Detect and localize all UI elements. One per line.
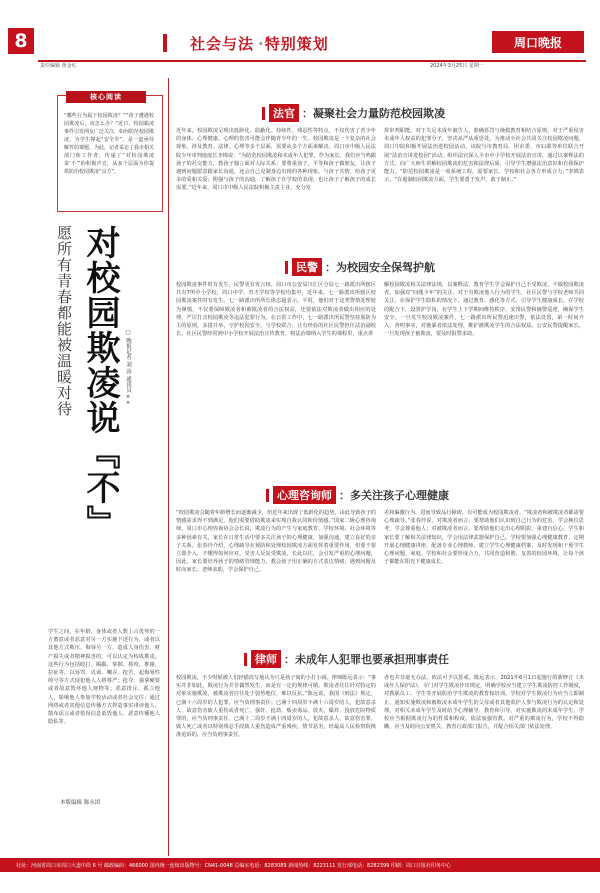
paper-logo: 周口晚报 <box>492 31 584 53</box>
section-judge-label: 法官 <box>269 104 299 122</box>
section-lawyer-header <box>244 651 449 667</box>
section-psych-header <box>266 487 449 503</box>
editor-line: 责任编辑 黄金红 <box>40 63 77 69</box>
page-editor-note: 本版编辑 陈永团 <box>60 800 101 806</box>
section-lawyer-col1: 校园欺凌，不少时候被人们轻描淡写地认为只是孩子间的小打小闹。律师陈远表示：“事实并非如此，欺凌行为并非偶然发生，而是有一定的规律可循。欺凌者往往针对特定的对象实施欺凌，被欺凌者往往处于弱势地位，难以反抗。”陈远说，我国《刑法》规定，已满十六周岁的人犯罪，应当负刑事责任；已满十四周岁不满十六周岁的人，犯故意杀人、故意伤害致人重伤或者死亡、强奸、抢劫、贩卖毒品、放火、爆炸、投放危险物质罪的，应当负刑事责任。已满十二周岁不满十四周岁的人，犯故意杀人、故意伤害罪，致人死亡或者以特别残忍手段致人重伤造成严重残疾，情节恶劣，经最高人民检察院核准追诉的，应当负刑事责任。 <box>176 675 376 739</box>
core-reading-title: 核心阅读 <box>66 91 146 103</box>
section-police-header <box>285 259 435 275</box>
section-police-col1: 校园欺凌事件时有发生，民警更有发言权。周口市公安局川汇区分局七一路派出所辖区共有7所中小学校，周口中学、育才学校等学校均集中，近年来，七一路派出所辖区校园欺凌案件时有发生。七一路派出所所长徐志超表示，平时，他们对于这类警情处理较为谨慎，不仅要保障欺凌者和被欺凌者的合法权益，还要依法对欺凌者做出相应的处理，严厉打击校园欺凌等违法犯罪行为。在日常工作中，七一路派出所民警坚持预防为主的原则，多措并举，守护校园安全。与学校联合，让有经验的社区民警担任法治副校长，社区民警经常到中小学校开展法治宣传教育，将法治课纳入学生的课程里，重点讲 <box>176 282 376 338</box>
subtitle: 愿所有青春都能被温暖对待 <box>55 225 73 417</box>
section-judge-col1: 近年来，校园欺凌呈现出低龄化、隐蔽化、持续性、残忍性等特点，不仅伤害了青少年的身体、心理健康，心理的伤害可能会伴随青少年的一生。校园欺凌是一个复杂的社会现象，涉及教育、法律、心理等多个层面，需要从多个方面来解决。周口市中级人民法院少年审判庭庭长李锦说：“为防范校园欺凌和未成年人犯罪，作为家长，我们应当鸣跟孩子的社交能力，教孩子独立面对人际关系；要尊重孩子，平等和孩子做朋友，让孩子遇到问题愿意跟家长沟通，还会自己克制身边出现的各种现象，与孩子共情，给孩子更多的爱和关爱；附强与孩子的沟通，了解孩子在学校的表现，也让孩子了解孩子的成长需要。”近年来，周口市中级人民法院积极主责主业，充分发 <box>176 128 376 192</box>
section-police-title: ：为校园安全保驾护航 <box>325 261 435 274</box>
section-psych-col2: 差和偏激行为，进而导致品行障碍，有可能成为校园欺凌者。“欺凌者和被欺凌者都需要心理疏导。”张春玲说，对欺凌者而言，要帮助他们认识到自己行为的危害，学会换位思考，学会尊重他人；对被欺凌者而言，要帮助他们走出心理阴影，重建自信心。学生和家长要了解相关法律知识，学会用法律武器保护自己。学校要加强心理健康教育，定期开展心理健康讲座，配备专业心理教师，建立学生心理健康档案，及时发现和干预学生心理问题。家庭、学校和社会要形成合力，共同营造和谐、友善的校园环境，让每个孩子都能在阳光下健康成长。 <box>384 510 584 566</box>
section-police-col2: 解校园欺凌相关法律法规，以案释法，教育学生学会保护自己不受欺凌，不做校园欺凌者。加强对“问题少年”的关注，对于有欺凌他人行为的学生，社区民警与学校老师共同关注，在保护学生隐私的情况下，通过教育、感化等方式，引导学生健康成长。在学校的配合下，设置护学岗，在学生上下学期间维持秩序，安排民警和辅警巡逻，确保学生安全。一旦发生校园欺凌案件，七一路派出所民警迅速出警，依法处置，第一时间介入，查明事实，对施暴者依法处理，维护被欺凌学生的合法权益。公安民警提醒家长，一旦发现孩子被欺凌，要及时报警求助。 <box>384 282 584 338</box>
section-bar <box>163 34 167 52</box>
section-judge-title: ：凝聚社会力量防范校园欺凌 <box>302 107 445 120</box>
date-line: 2024年3月25日 星期一 <box>430 63 484 69</box>
section-judge-col2: 挥审判职能，对于失足未成年被告人，准确惩罚与挽救教育相结合原则，对于严重侵害未成年人权益的犯罪分子，坚决从严从重惩处。为推动全社会共同关注校园欺凌问题，周口中院积极开展法治进校园活动。该院与市教育局、团市委、市妇联等单位联合开展“法治宣讲进校园”活动，组织法官深入全市中小学校开展法治宣讲，通过以案释法的方式，向广大师生讲解校园欺凌的危害和法律后果，引导学生增强法治意识和自我保护能力。“防范校园欺凌是一项系统工程，需要家长、学校和社会各方形成合力，”李锦表示，“在遏制校园欺凌方面，学生要勇于发声、敢于制止。” <box>384 128 584 184</box>
headline: 对校园欺凌说『不』 <box>80 225 120 540</box>
section-judge-header <box>262 105 445 121</box>
section-lawyer-col2: 者也并非毫无办法，依法可予以惩戒。陈远表示，2021年6月1日起施行的新修订《未成年人保护法》，专门对学生欺凌作出规定，明确学校应当建立学生欺凌防控工作制度，对教职员工、学生等开展防治学生欺凌的教育和培训。学校对学生欺凌行为应当立即制止，通知实施欺凌和被欺凌未成年学生的父母或者其他监护人参与欺凌行为的认定和处理。对相关未成年学生及时给予心理辅导、教育和引导。对实施欺凌的未成年学生，学校应当根据欺凌行为的性质和程度，依法加强管教。对严重的欺凌行为，学校不得隐瞒，应当及时向公安机关、教育行政部门报告，并配合相关部门依法处理。 <box>384 675 584 731</box>
section-psych-title: ：多关注孩子心理健康 <box>339 489 449 502</box>
section-police-label: 民警 <box>292 258 322 276</box>
section-title: 社会与法 ·特别策划 <box>190 35 329 53</box>
section-title-sub: 特别策划 <box>264 35 329 53</box>
masthead <box>0 0 600 74</box>
section-title-main: 社会与法 <box>190 35 255 53</box>
section-psych-label: 心理咨询师 <box>273 486 336 504</box>
header-rule <box>38 60 586 62</box>
lead-text: 学生之间，在年龄、身体或者人数上占优势的一方蓄意或者恶意对另一方实施下述行为，或者以其他方式欺压、侮辱另一方，造成人身伤害、财产损失或者精神损害的，可以认定为构成欺凌。这些行为包括殴打、踢踹、掌掴、抓咬、推撞、拉扯等，以辱骂、讥讽、嘲弄、挖苦、起侮辱性绰号等方式侵犯他人人格尊严；抢夺、强拿硬要或者故意毁坏他人财物等；恶意排斥、孤立他人，影响他人参加学校活动或者社会交往；通过网络或者其他信息传播方式捏造事实诽谤他人、散布谣言或者错误信息诋毁他人、恶意传播他人隐私等。 <box>48 629 160 726</box>
section-lawyer-label: 律师 <box>251 650 281 668</box>
core-reading-text: “哪些行为属于校园欺凌？”“孩子遭遇校园欺凌后，该怎么办？”近日，校园霸凌事件引发网友广泛关注，如何防范校园欺凌，为学生撑起“安全伞”，是一道亟待解答的课题。为此，记者采访了我市相关部门和工作者，传递了“对校园欺凌说‘不’”的积极声音，从多个层面为你提供防治校园欺凌“良方”。 <box>64 113 154 175</box>
main-divider <box>168 78 169 856</box>
page-number: 8 <box>8 28 34 54</box>
footer: 社址：河南省周口市周口大道中段 6 号 邮政编码：466000 国内统一连续出版物号：CN41-0048 总编室电话：8283089 新闻热线：8223111 发行部电话：8282399 印刷：周口日报社印务中心 <box>0 858 600 872</box>
section-psych-col1: “校园欺凌会随着年龄增长而逐渐减少，但近年来出现了低龄化的趋势，由此导致孩子的情感需求得不到满足，他们需要借助欺凌来实现自我认同和价值感。”国家二级心理咨询师、周口市心理咨询协会会长说，欺凌行为的产生与家庭教育、学校环境、社会环境等多种因素有关，家长在日常生活中要多关注孩子的心理健康，加强沟通，建立良好的亲子关系。张春玲介绍，心理疏导在预防和处理校园欺凌方面发挥着重要作用，但要不要立即介入，不懂得如何应对，受害人反复受欺凌，长此以往，会引发严重的心理问题。因此，家长要培养孩子的情绪管理能力，教会孩子用正确的方式表达情绪，遇到问题及时向家长、老师求助，学会保护自己。 <box>176 510 376 574</box>
section-lawyer-title: ：未成年人犯罪也要承担刑事责任 <box>284 653 449 666</box>
author-byline: □ 晚报记者 刘 涛 通讯员 ×× <box>125 330 131 407</box>
